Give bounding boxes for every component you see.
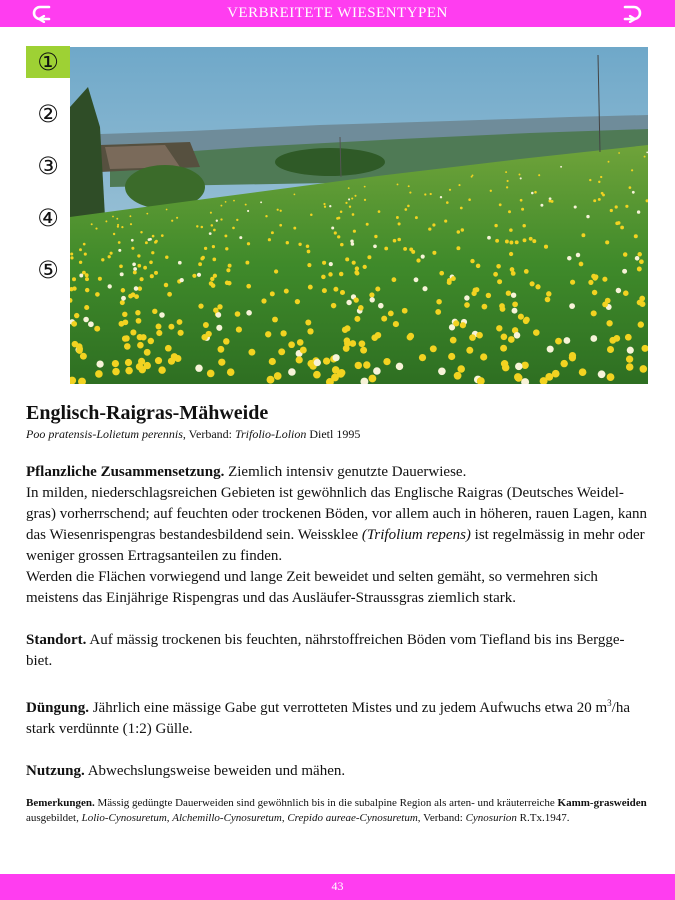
composition-paragraph-3: Werden die Flächen vorwiegend und lange Zeit beweidet und selten gemäht, so vermehren sich meistens das Einjährige Rispengras und das Ausläufer-Straussgras ziemlich stark. (26, 569, 598, 606)
remarks-text-4: R.Tx.1947. (516, 811, 570, 824)
association-4: Cynosurion (465, 811, 517, 824)
location-label: Standort. (26, 632, 87, 648)
remarks-label: Bemerkungen. (26, 797, 95, 809)
fertilization-text-1: Jährlich eine mässige Gabe gut verrotteten Mistes und zu jedem Aufwuchs etwa 20 m (88, 700, 608, 716)
subtitle-separator: , Verband: (182, 427, 235, 441)
article-title: Englisch-Raigras-Mähweide (26, 402, 269, 424)
meadow-type-index (26, 46, 70, 306)
composition-paragraph-2 (26, 483, 650, 567)
association-1: Lolio-Cynosuretum (81, 811, 167, 824)
page-number: 43 (331, 879, 344, 893)
remarks-separator-1: , (166, 811, 173, 824)
composition-label: Pflanzliche Zusammensetzung. (26, 464, 225, 480)
alliance-name: Trifolio-Lolion (235, 427, 307, 441)
index-item-4[interactable]: ④ (37, 204, 59, 232)
remarks-separator-2: , (281, 811, 288, 824)
article (26, 401, 650, 825)
top-bar (0, 0, 675, 27)
composition-text-1: Ziemlich intensiv genutzte Dauerwiese. (224, 464, 467, 480)
remarks-text-1: Mässig gedüngte Dauerweiden sind gewöhnlich bis in die subalpine Region als arten- und kräuterreiche (94, 797, 558, 809)
remarks-paragraph (26, 796, 650, 825)
usage-text: Abwechslungsweise beweiden und mähen. (84, 763, 346, 779)
index-item-1[interactable]: ① (26, 46, 70, 78)
meadow-photo-image (70, 47, 648, 384)
fertilization-paragraph (26, 693, 650, 740)
fertilization-text-2: /ha stark verdünnte (1:2) Gülle. (26, 700, 630, 737)
association-3: Crepido aureae-Cynosuretum (287, 811, 418, 824)
index-item-3[interactable]: ③ (37, 152, 59, 180)
forward-arrow-icon[interactable] (620, 3, 642, 23)
usage-label: Nutzung. (26, 763, 85, 779)
remarks-text-2: ausgebildet, (26, 811, 82, 824)
fertilization-label: Düngung. (26, 700, 89, 716)
index-item-5[interactable]: ⑤ (37, 256, 59, 284)
usage-paragraph (26, 761, 650, 782)
species-name: (Trifolium repens) (361, 527, 471, 543)
remarks-bold-term: Kamm-grasweiden (557, 797, 647, 809)
page-header-title: VERBREITETE WIESENTYPEN (227, 5, 448, 21)
author-citation: Dietl 1995 (306, 427, 361, 441)
composition-text-2: In milden, niederschlagsreichen Gebieten ist gewöhnlich das Englische Raigras (Deutsches Weidel-gras) vorherrschend; auf feuchten oder trockenen Böden, vor allem auch in höheren, rauen Lagen, kann das Wiesenrispengras bestandesbildend sein. Weissklee (26, 485, 647, 543)
bottom-bar (0, 874, 675, 900)
composition-text-3: ist regelmässig in mehr oder weniger grossen Ertragsanteilen zu finden. (26, 527, 645, 564)
fertilization-superscript: 3 (607, 698, 612, 708)
location-paragraph (26, 630, 650, 672)
article-subtitle (26, 426, 650, 442)
remarks-text-3: , Verband: (417, 811, 466, 824)
meadow-photo (70, 47, 648, 384)
composition-paragraph (26, 462, 650, 483)
location-text: Auf mässig trockenen bis feuchten, nährstoffreichen Böden vom Tiefland bis ins Bergge-biet. (26, 632, 625, 669)
association-2: Alchemillo-Cynosuretum (172, 811, 282, 824)
latin-name: Poo pratensis-Lolietum perennis (26, 427, 183, 441)
index-item-2[interactable]: ② (37, 100, 59, 128)
